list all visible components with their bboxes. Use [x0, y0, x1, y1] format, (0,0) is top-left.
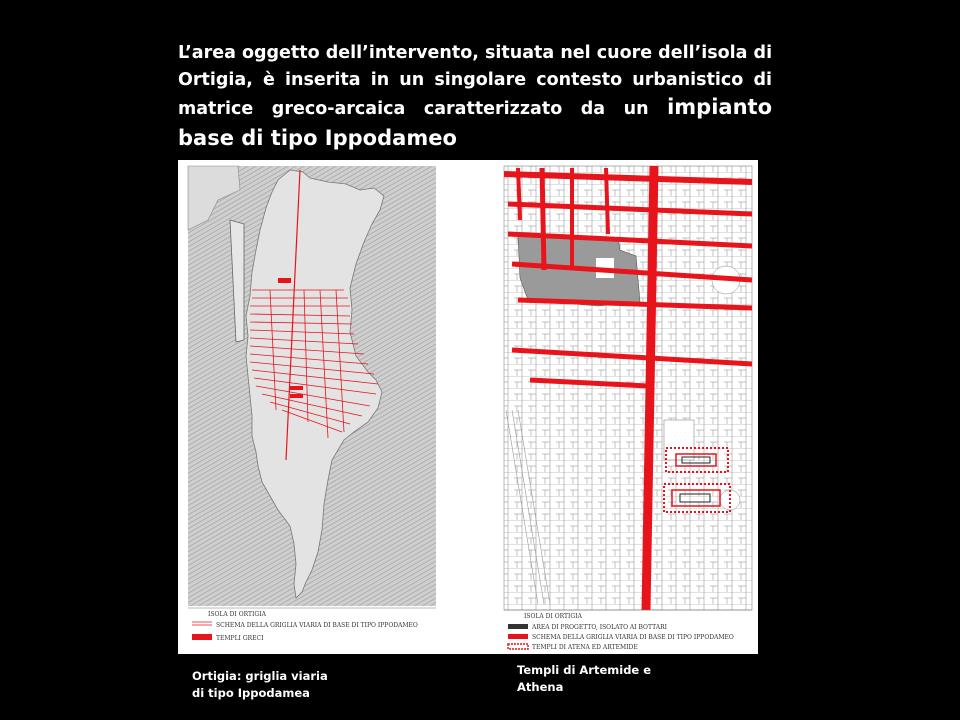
right-caption-line-1: Templi di Artemide e	[517, 663, 652, 677]
greek-temple-marker	[278, 278, 291, 283]
heading-line-4: base di tipo Ippodameo	[178, 126, 457, 150]
right-legend-project: AREA DI PROGETTO, ISOLATO AI BOTTARI	[532, 624, 667, 631]
maps-svg	[178, 160, 758, 654]
left-legend-title: ISOLA DI ORTIGIA	[208, 611, 266, 618]
left-caption	[192, 668, 352, 702]
slide-heading	[178, 40, 772, 153]
heading-line-1: L’area oggetto dell’intervento, situata nel cuore dell’isola di	[178, 43, 773, 63]
right-legend-temples: TEMPLI DI ATENA ED ARTEMIDE	[532, 644, 638, 651]
right-legend	[504, 610, 752, 651]
right-caption	[517, 662, 677, 696]
left-caption-line-1: Ortigia: griglia viaria	[192, 669, 328, 683]
left-legend-temples: TEMPLI GRECI	[216, 635, 264, 642]
heading-emphasis: impianto	[667, 95, 772, 119]
left-legend	[188, 608, 436, 642]
left-caption-line-2: di tipo Ippodamea	[192, 686, 310, 700]
right-map	[504, 166, 752, 651]
heading-line-3-text: matrice greco-arcaica caratterizzato da un	[178, 99, 649, 119]
right-legend-grid: SCHEMA DELLA GRIGLIA VIARIA DI BASE DI TIPO IPPODAMEO	[532, 634, 734, 641]
right-caption-line-2: Athena	[517, 680, 564, 694]
heading-line-2: Ortigia, è inserita in un singolare contesto urbanistico di	[178, 70, 772, 90]
heading-line-3	[178, 94, 772, 123]
right-legend-title: ISOLA DI ORTIGIA	[524, 613, 582, 620]
greek-temple-marker	[290, 394, 303, 398]
maps-panel	[178, 160, 758, 654]
greek-temple-marker	[290, 386, 303, 390]
left-map	[188, 166, 436, 642]
left-legend-grid: SCHEMA DELLA GRIGLIA VIARIA DI BASE DI TIPO IPPODAMEO	[216, 622, 418, 629]
